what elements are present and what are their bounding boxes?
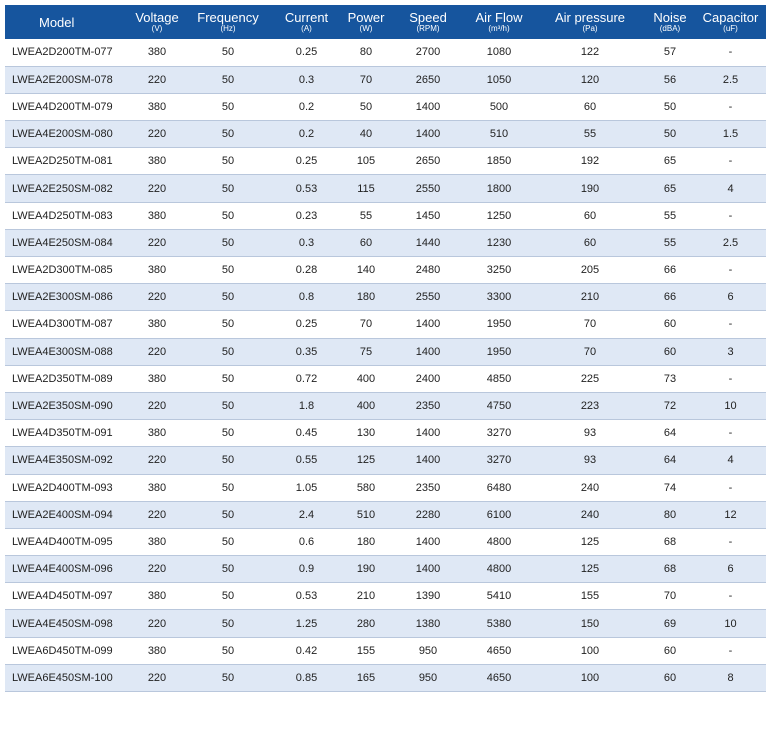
table-cell: 60 <box>359 236 373 249</box>
table-cell: 1950 <box>486 345 512 358</box>
table-cell: 0.2 <box>298 128 315 141</box>
table-cell: 75 <box>359 345 373 358</box>
table-cell: 280 <box>356 617 376 630</box>
table-row <box>5 365 766 392</box>
table-cell: 155 <box>356 644 376 657</box>
table-cell: 122 <box>580 46 600 59</box>
table-cell: 1400 <box>415 563 441 576</box>
table-cell: 0.53 <box>295 590 318 603</box>
model-cell: LWEA4E250SM-084 <box>12 236 113 249</box>
table-cell: 0.35 <box>295 345 318 358</box>
column-header-label: Capacitor <box>702 10 759 25</box>
table-cell: 50 <box>221 372 235 385</box>
table-cell: 70 <box>359 73 373 86</box>
table-cell: - <box>728 46 733 59</box>
table-cell: 4850 <box>486 372 512 385</box>
table-cell: 50 <box>221 155 235 168</box>
table-cell: 210 <box>580 291 600 304</box>
model-cell: LWEA4D200TM-079 <box>12 100 113 113</box>
table-cell: 125 <box>580 535 600 548</box>
table-cell: 220 <box>147 236 167 249</box>
table-cell: 2550 <box>415 291 441 304</box>
table-cell: 1400 <box>415 454 441 467</box>
table-cell: - <box>728 481 733 494</box>
table-cell: 225 <box>580 372 600 385</box>
table-cell: 50 <box>221 644 235 657</box>
table-cell: 1230 <box>486 236 512 249</box>
table-row <box>5 338 766 365</box>
table-cell: 6 <box>727 563 734 576</box>
table-cell: 190 <box>580 182 600 195</box>
model-cell: LWEA2E250SM-082 <box>12 182 113 195</box>
table-cell: 220 <box>147 400 167 413</box>
column-header-label: Current <box>284 10 329 25</box>
table-cell: 4800 <box>486 535 512 548</box>
table-cell: 4800 <box>486 563 512 576</box>
table-cell: 50 <box>221 128 235 141</box>
table-row <box>5 583 766 610</box>
table-cell: - <box>728 535 733 548</box>
model-cell: LWEA2E400SM-094 <box>12 508 113 521</box>
table-cell: 55 <box>359 209 373 222</box>
table-cell: 105 <box>356 155 376 168</box>
table-cell: 4650 <box>486 671 512 684</box>
table-cell: 1380 <box>415 617 441 630</box>
table-cell: 2480 <box>415 264 441 277</box>
table-cell: 400 <box>356 400 376 413</box>
table-cell: 56 <box>663 73 677 86</box>
model-cell: LWEA2D400TM-093 <box>12 481 113 494</box>
table-cell: 220 <box>147 508 167 521</box>
column-header-unit: (A) <box>301 24 312 33</box>
model-cell: LWEA4E450SM-098 <box>12 617 113 630</box>
table-cell: 5380 <box>486 617 512 630</box>
table-cell: 65 <box>663 155 677 168</box>
table-cell: 50 <box>663 100 677 113</box>
column-header-unit: (m³/h) <box>488 24 510 33</box>
column-header-power <box>339 5 393 39</box>
table-cell: - <box>728 644 733 657</box>
column-header-label: Speed <box>409 10 447 25</box>
table-cell: 60 <box>663 318 677 331</box>
table-cell: 5410 <box>486 590 512 603</box>
table-cell: 1.5 <box>722 128 739 141</box>
table-cell: 60 <box>663 671 677 684</box>
table-cell: 55 <box>583 128 597 141</box>
table-cell: 55 <box>663 209 677 222</box>
table-cell: 0.45 <box>295 427 318 440</box>
table-cell: 0.25 <box>295 46 318 59</box>
table-cell: 6480 <box>486 481 512 494</box>
table-cell: 65 <box>663 182 677 195</box>
table-cell: 0.28 <box>295 264 318 277</box>
table-row <box>5 447 766 474</box>
table-cell: 223 <box>580 400 600 413</box>
table-cell: 130 <box>356 427 376 440</box>
table-row <box>5 637 766 664</box>
table-cell: 10 <box>724 400 737 413</box>
column-header-unit: (RPM) <box>416 24 440 33</box>
table-cell: 220 <box>147 454 167 467</box>
table-cell: 93 <box>583 427 597 440</box>
table-cell: 2.5 <box>722 73 739 86</box>
table-row <box>5 420 766 447</box>
column-header-capacitor <box>695 5 766 39</box>
table-cell: 0.9 <box>298 563 315 576</box>
table-cell: 50 <box>221 182 235 195</box>
table-cell: 0.25 <box>295 318 318 331</box>
table-cell: 2550 <box>415 182 441 195</box>
table-cell: 0.53 <box>295 182 318 195</box>
table-cell: 50 <box>221 73 235 86</box>
table-cell: 2400 <box>415 372 441 385</box>
table-cell: 50 <box>221 563 235 576</box>
table-cell: 50 <box>221 535 235 548</box>
table-cell: 50 <box>221 508 235 521</box>
model-cell: LWEA4D400TM-095 <box>12 535 113 548</box>
column-header-unit: (dBA) <box>659 24 681 33</box>
table-cell: 125 <box>356 454 376 467</box>
table-cell: 3270 <box>486 427 512 440</box>
table-cell: 380 <box>147 318 167 331</box>
table-cell: 125 <box>580 563 600 576</box>
table-cell: - <box>728 318 733 331</box>
table-cell: - <box>728 372 733 385</box>
table-cell: 50 <box>663 128 677 141</box>
table-row <box>5 392 766 419</box>
table-cell: 50 <box>221 617 235 630</box>
column-header-label: Noise <box>653 10 687 25</box>
table-cell: 80 <box>359 46 373 59</box>
table-cell: 510 <box>489 128 509 141</box>
table-cell: 115 <box>357 182 375 195</box>
table-cell: 0.55 <box>295 454 318 467</box>
model-cell: LWEA4E350SM-092 <box>12 454 113 467</box>
table-cell: 50 <box>221 400 235 413</box>
table-cell: 50 <box>221 236 235 249</box>
table-cell: 80 <box>663 508 677 521</box>
table-cell: 220 <box>147 128 167 141</box>
table-cell: 1.25 <box>295 617 318 630</box>
table-cell: 220 <box>147 671 167 684</box>
table-cell: 2350 <box>415 481 441 494</box>
table-cell: 50 <box>221 427 235 440</box>
table-cell: 380 <box>147 264 167 277</box>
column-header-label: Frequency <box>197 10 259 25</box>
table-cell: 1250 <box>486 209 512 222</box>
table-cell: 2350 <box>415 400 441 413</box>
table-cell: 100 <box>580 671 600 684</box>
table-cell: 950 <box>418 671 438 684</box>
table-cell: 4 <box>727 454 734 467</box>
table-cell: 220 <box>147 563 167 576</box>
table-cell: 2.5 <box>722 236 739 249</box>
column-header-label: Voltage <box>135 10 179 25</box>
table-header-row <box>5 5 766 39</box>
model-cell: LWEA2E300SM-086 <box>12 291 113 304</box>
column-header-voltage <box>132 5 182 39</box>
table-cell: - <box>728 590 733 603</box>
table-row <box>5 202 766 229</box>
table-cell: 190 <box>356 563 376 576</box>
model-cell: LWEA4E200SM-080 <box>12 128 113 141</box>
table-cell: 2650 <box>415 73 441 86</box>
table-cell: 380 <box>147 46 167 59</box>
table-cell: 380 <box>147 372 167 385</box>
model-cell: LWEA2D200TM-077 <box>12 46 113 59</box>
table-cell: 4 <box>727 182 734 195</box>
table-cell: 120 <box>580 73 600 86</box>
table-cell: 220 <box>147 291 167 304</box>
table-cell: 1400 <box>415 535 441 548</box>
table-cell: 40 <box>359 128 373 141</box>
table-cell: 2650 <box>415 155 441 168</box>
table-cell: 1400 <box>415 345 441 358</box>
model-cell: LWEA4D450TM-097 <box>12 590 113 603</box>
table-cell: 50 <box>221 454 235 467</box>
table-cell: 60 <box>663 644 677 657</box>
table-cell: 70 <box>663 590 677 603</box>
table-body <box>5 39 766 692</box>
table-row <box>5 93 766 120</box>
table-cell: 93 <box>583 454 597 467</box>
column-header-unit: (uF) <box>723 24 738 33</box>
table-cell: 1440 <box>415 236 441 249</box>
table-cell: 2700 <box>415 46 441 59</box>
table-row <box>5 175 766 202</box>
table-cell: 0.23 <box>295 209 318 222</box>
table-cell: 12 <box>724 508 737 521</box>
table-cell: 50 <box>221 264 235 277</box>
table-cell: 210 <box>356 590 376 603</box>
table-cell: 57 <box>663 46 677 59</box>
table-row <box>5 66 766 93</box>
table-cell: 192 <box>580 155 600 168</box>
table-cell: 380 <box>147 209 167 222</box>
table-cell: 50 <box>359 100 373 113</box>
table-cell: 580 <box>356 481 376 494</box>
table-cell: 70 <box>583 345 597 358</box>
table-cell: 6 <box>727 291 734 304</box>
table-cell: 3 <box>727 345 734 358</box>
table-cell: 0.3 <box>298 236 315 249</box>
column-header-unit: (Pa) <box>582 24 598 33</box>
column-header-frequency <box>182 5 274 39</box>
table-cell: 60 <box>583 100 597 113</box>
table-cell: 1400 <box>415 128 441 141</box>
model-cell: LWEA4D300TM-087 <box>12 318 113 331</box>
table-row <box>5 229 766 256</box>
table-cell: 64 <box>663 454 677 467</box>
model-cell: LWEA6E450SM-100 <box>12 671 113 684</box>
table-cell: 60 <box>583 236 597 249</box>
column-header-model <box>5 5 132 39</box>
table-cell: 140 <box>356 264 376 277</box>
table-cell: 240 <box>580 508 600 521</box>
table-cell: 8 <box>727 671 734 684</box>
table-cell: 0.3 <box>298 73 315 86</box>
model-cell: LWEA6D450TM-099 <box>12 644 113 657</box>
model-cell: LWEA4E400SM-096 <box>12 563 113 576</box>
table-cell: 74 <box>663 481 677 494</box>
table-cell: 220 <box>147 617 167 630</box>
table-cell: 1080 <box>486 46 512 59</box>
model-cell: LWEA4D350TM-091 <box>12 427 113 440</box>
table-cell: 50 <box>221 671 235 684</box>
table-row <box>5 311 766 338</box>
table-cell: 50 <box>221 209 235 222</box>
table-cell: - <box>728 264 733 277</box>
table-cell: 0.85 <box>295 671 318 684</box>
column-header-label: Air pressure <box>554 10 626 25</box>
table-cell: 4750 <box>486 400 512 413</box>
table-cell: 68 <box>663 563 677 576</box>
table-cell: - <box>728 155 733 168</box>
table-cell: 180 <box>356 535 376 548</box>
model-cell: LWEA2D250TM-081 <box>12 155 113 168</box>
table-cell: 69 <box>663 617 677 630</box>
table-cell: 50 <box>221 590 235 603</box>
table-cell: 205 <box>580 264 600 277</box>
column-header-label: Power <box>347 10 385 25</box>
table-cell: 2280 <box>415 508 441 521</box>
table-cell: 1390 <box>415 590 441 603</box>
table-cell: 220 <box>147 182 167 195</box>
table-cell: 50 <box>221 46 235 59</box>
table-cell: 380 <box>147 644 167 657</box>
table-row <box>5 39 766 66</box>
table-cell: 1050 <box>486 73 512 86</box>
column-header-label: Model <box>39 14 75 30</box>
column-header-speed <box>393 5 463 39</box>
table-cell: 240 <box>580 481 600 494</box>
table-cell: 510 <box>356 508 376 521</box>
model-cell: LWEA2D300TM-085 <box>12 264 113 277</box>
table-cell: 4650 <box>486 644 512 657</box>
table-cell: 0.2 <box>298 100 315 113</box>
spec-table-container <box>5 5 766 692</box>
table-row <box>5 121 766 148</box>
table-cell: 2.4 <box>298 508 315 521</box>
table-row <box>5 610 766 637</box>
column-header-noise <box>645 5 695 39</box>
table-cell: 72 <box>663 400 677 413</box>
table-cell: 380 <box>147 535 167 548</box>
table-cell: 380 <box>147 100 167 113</box>
table-cell: 55 <box>663 236 677 249</box>
table-cell: 1400 <box>415 427 441 440</box>
table-cell: 50 <box>221 291 235 304</box>
table-cell: 73 <box>663 372 677 385</box>
table-cell: 1450 <box>415 209 441 222</box>
table-cell: 50 <box>221 100 235 113</box>
table-cell: 220 <box>147 345 167 358</box>
model-cell: LWEA2D350TM-089 <box>12 372 113 385</box>
table-cell: 100 <box>580 644 600 657</box>
table-cell: 0.42 <box>295 644 318 657</box>
table-cell: 6100 <box>486 508 512 521</box>
fan-spec-table <box>5 5 766 692</box>
table-cell: 165 <box>356 671 376 684</box>
table-cell: 0.6 <box>298 535 315 548</box>
table-cell: 60 <box>663 345 677 358</box>
table-cell: 1400 <box>415 100 441 113</box>
table-cell: 155 <box>580 590 600 603</box>
table-cell: 50 <box>221 345 235 358</box>
table-cell: - <box>728 100 733 113</box>
table-cell: 380 <box>147 155 167 168</box>
table-cell: 500 <box>489 100 509 113</box>
model-cell: LWEA4E300SM-088 <box>12 345 113 358</box>
table-cell: 150 <box>580 617 600 630</box>
table-cell: 400 <box>356 372 376 385</box>
column-header-label: Air Flow <box>475 10 523 25</box>
table-cell: - <box>728 209 733 222</box>
table-cell: - <box>728 427 733 440</box>
table-cell: 3250 <box>486 264 512 277</box>
column-header-unit: (Hz) <box>220 24 236 33</box>
table-cell: 70 <box>359 318 373 331</box>
table-cell: 1950 <box>486 318 512 331</box>
column-header-air-pressure <box>535 5 645 39</box>
model-cell: LWEA2E200SM-078 <box>12 73 113 86</box>
table-cell: 0.8 <box>298 291 315 304</box>
table-cell: 950 <box>418 644 438 657</box>
table-cell: 380 <box>147 481 167 494</box>
table-cell: 0.72 <box>295 372 318 385</box>
table-cell: 10 <box>724 617 737 630</box>
table-cell: 0.25 <box>295 155 318 168</box>
table-cell: 50 <box>221 318 235 331</box>
column-header-current <box>274 5 339 39</box>
column-header-air-flow <box>463 5 535 39</box>
model-cell: LWEA2E350SM-090 <box>12 400 113 413</box>
table-cell: 1.05 <box>295 481 318 494</box>
column-header-unit: (V) <box>151 24 163 33</box>
table-cell: 1850 <box>486 155 512 168</box>
table-row <box>5 284 766 311</box>
table-cell: 380 <box>147 427 167 440</box>
table-cell: 60 <box>583 209 597 222</box>
table-cell: 70 <box>583 318 597 331</box>
table-row <box>5 664 766 691</box>
table-cell: 1.8 <box>298 400 315 413</box>
table-cell: 180 <box>356 291 376 304</box>
model-cell: LWEA4D250TM-083 <box>12 209 113 222</box>
table-row <box>5 257 766 284</box>
table-row <box>5 528 766 555</box>
table-row <box>5 501 766 528</box>
table-cell: 50 <box>221 481 235 494</box>
table-row <box>5 148 766 175</box>
table-row <box>5 556 766 583</box>
table-cell: 66 <box>663 264 677 277</box>
table-cell: 3270 <box>486 454 512 467</box>
table-cell: 3300 <box>486 291 512 304</box>
column-header-unit: (W) <box>359 24 373 33</box>
table-cell: 220 <box>147 73 167 86</box>
table-cell: 68 <box>663 535 677 548</box>
table-cell: 66 <box>663 291 677 304</box>
table-cell: 64 <box>663 427 677 440</box>
table-row <box>5 474 766 501</box>
table-cell: 1400 <box>415 318 441 331</box>
table-cell: 1800 <box>486 182 512 195</box>
table-cell: 380 <box>147 590 167 603</box>
